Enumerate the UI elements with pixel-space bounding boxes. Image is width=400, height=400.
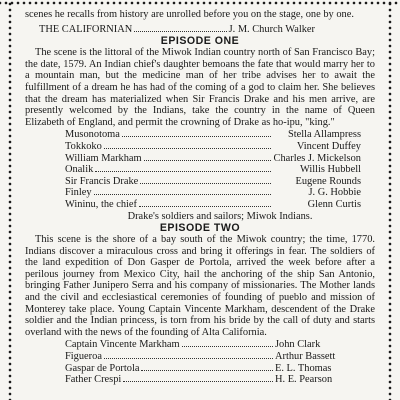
dot-leader (140, 183, 271, 184)
cast-role: Tokkoko (65, 140, 102, 152)
cast-row (25, 164, 375, 176)
dot-leader (139, 206, 271, 207)
cast-actor: Charles J. Mickelson (273, 152, 361, 164)
cast-role: Sir Francis Drake (65, 175, 139, 187)
cast-actor: H. E. Pearson (275, 374, 333, 386)
dotted-border-right (384, 0, 400, 400)
cast-role: Musonotoma (65, 129, 120, 141)
cast-role: Father Crespi (65, 374, 122, 386)
episode-one-cast-list (25, 129, 375, 210)
dot-leader (141, 370, 273, 371)
play-title: THE CALIFORNIAN (39, 23, 133, 35)
cast-role: William Markham (65, 152, 142, 164)
cast-row (25, 176, 375, 188)
dotted-border-left (0, 0, 16, 400)
episode-two-synopsis: This scene is the shore of a bay south of the Miwok country; the time, 1770. Indians discover a miraculous cross and bring it offerings in fear. The soldiers of the land expedition of Don Gasper de Portola, arrived the week before after a perilous journey from Mexico City, hail the anchoring of the ship San Antonio, bringing Father Junipero Serra and his company of missionaries. The Mother lands and the civil and ecclesiastical ceremonies of founding of pueblo and mission of Monterey take place. Young Captain Vincente Markham, descendent of the Drake soldier and the Indian princess, is torn from his bride by the call of duty and starts overland with the news of the founding of Alta California. (25, 234, 375, 338)
cast-row (25, 351, 375, 363)
cast-row (25, 374, 375, 386)
play-author: J. M. Church Walker (228, 23, 315, 35)
episode-one-heading: EPISODE ONE (160, 35, 240, 48)
program-content (25, 9, 375, 386)
dot-leader (144, 160, 271, 161)
cast-actor: Eugene Rounds (295, 175, 361, 187)
dot-leader (182, 346, 273, 347)
dot-leader (94, 194, 271, 195)
cast-actor: Vincent Duffey (296, 140, 361, 152)
cast-row (25, 141, 375, 153)
dot-leader (95, 171, 271, 172)
cast-actor: Glenn Curtis (307, 198, 361, 210)
cast-row (25, 363, 375, 375)
dot-leader (134, 31, 226, 32)
cast-role: Onalik (65, 164, 94, 176)
cast-row (25, 339, 375, 351)
cast-row (25, 187, 375, 199)
dot-leader (104, 148, 271, 149)
cast-role: Figueroa (65, 351, 102, 363)
cast-role: Wininu, the chief (65, 198, 138, 210)
cast-actor: John Clark (275, 339, 321, 351)
cast-row (25, 153, 375, 165)
cast-role: Gaspar de Portola (65, 362, 140, 374)
episode-one-cast-note: Drake's soldiers and sailors; Miwok Indians. (127, 210, 313, 222)
dot-leader (122, 136, 271, 137)
play-title-line (39, 24, 315, 36)
cast-actor: Arthur Bassett (275, 351, 336, 363)
cast-actor: E. L. Thomas (275, 362, 332, 374)
cast-row (25, 129, 375, 141)
cast-actor: Stella Allampress (287, 129, 361, 141)
episode-one-synopsis: The scene is the littoral of the Miwok Indian country north of San Francisco Bay; the date, 1579. An Indian chief's daughter bemoans the fate that would marry her to a mountain man, but the medicine man of her tribe advises her to await the fulfillment of a dream he has had of the coming of a god to claim her. She believes that the dream has materialized when Sir Francis Drake and his men arrive, are presently welcomed by the Indians, take the country in the name of Queen Elizabeth of England, and permit the crowning of Drake as ho-ipu, "king." (25, 47, 375, 128)
cast-actor: Willis Hubbell (299, 164, 361, 176)
cast-row (25, 199, 375, 211)
cast-role: Finley (65, 187, 92, 199)
episode-two-heading: EPISODE TWO (159, 222, 241, 235)
cast-role: Captain Vincente Markham (65, 339, 180, 351)
episode-two-cast-list (25, 339, 375, 385)
dot-leader (123, 381, 273, 382)
dotted-border-top (0, 0, 400, 6)
cast-actor: J. G. Hobbie (308, 187, 361, 199)
dot-leader (104, 358, 273, 359)
intro-paragraph: scenes he recalls from history are unrolled before you on the stage, one by one. (25, 9, 354, 20)
